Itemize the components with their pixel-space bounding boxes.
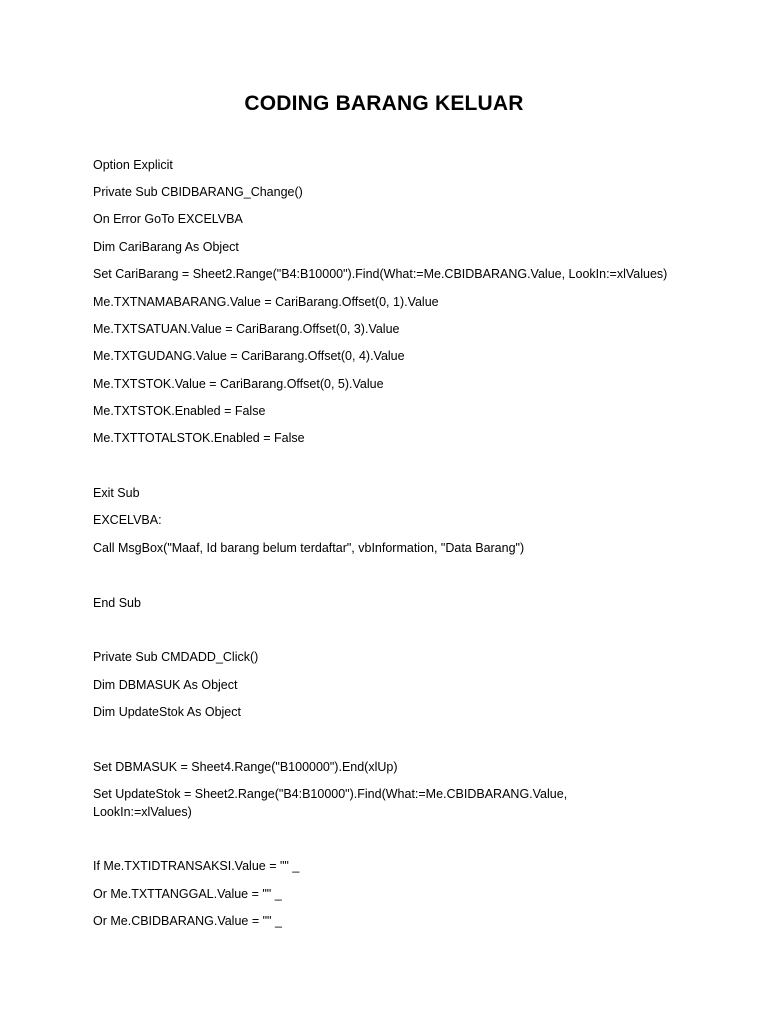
code-line: Me.TXTSTOK.Value = CariBarang.Offset(0, 5).Value [93, 377, 384, 391]
code-line: Me.TXTNAMABARANG.Value = CariBarang.Offset(0, 1).Value [93, 295, 439, 309]
code-line: Or Me.TXTTANGGAL.Value = "" _ [93, 887, 282, 901]
code-line: Me.TXTTOTALSTOK.Enabled = False [93, 431, 305, 445]
code-line: On Error GoTo EXCELVBA [93, 212, 243, 226]
code-line: Option Explicit [93, 158, 173, 172]
document-title: CODING BARANG KELUAR [244, 92, 524, 115]
code-line: Dim DBMASUK As Object [93, 678, 238, 692]
code-line: If Me.TXTIDTRANSAKSI.Value = "" _ [93, 859, 300, 873]
code-line: Me.TXTSTOK.Enabled = False [93, 404, 266, 418]
code-line: End Sub [93, 596, 141, 610]
code-line: Set CariBarang = Sheet2.Range("B4:B10000").Find(What:=Me.CBIDBARANG.Value, LookIn:=xlValues) [93, 267, 668, 281]
code-line: Dim CariBarang As Object [93, 240, 239, 254]
code-line: Me.TXTSATUAN.Value = CariBarang.Offset(0, 3).Value [93, 322, 400, 336]
code-line: Me.TXTGUDANG.Value = CariBarang.Offset(0, 4).Value [93, 349, 405, 363]
code-line: Set UpdateStok = Sheet2.Range("B4:B10000").Find(What:=Me.CBIDBARANG.Value, LookIn:=xlValues) [93, 787, 571, 819]
code-line: EXCELVBA: [93, 513, 162, 527]
code-line: Private Sub CBIDBARANG_Change() [93, 185, 303, 199]
code-line: Call MsgBox("Maaf, Id barang belum terdaftar", vbInformation, "Data Barang") [93, 541, 525, 555]
code-line: Set DBMASUK = Sheet4.Range("B100000").End(xlUp) [93, 760, 398, 774]
code-line: Private Sub CMDADD_Click() [93, 650, 259, 664]
code-line: Or Me.CBIDBARANG.Value = "" _ [93, 914, 282, 928]
code-line: Exit Sub [93, 486, 140, 500]
code-line: Dim UpdateStok As Object [93, 705, 241, 719]
